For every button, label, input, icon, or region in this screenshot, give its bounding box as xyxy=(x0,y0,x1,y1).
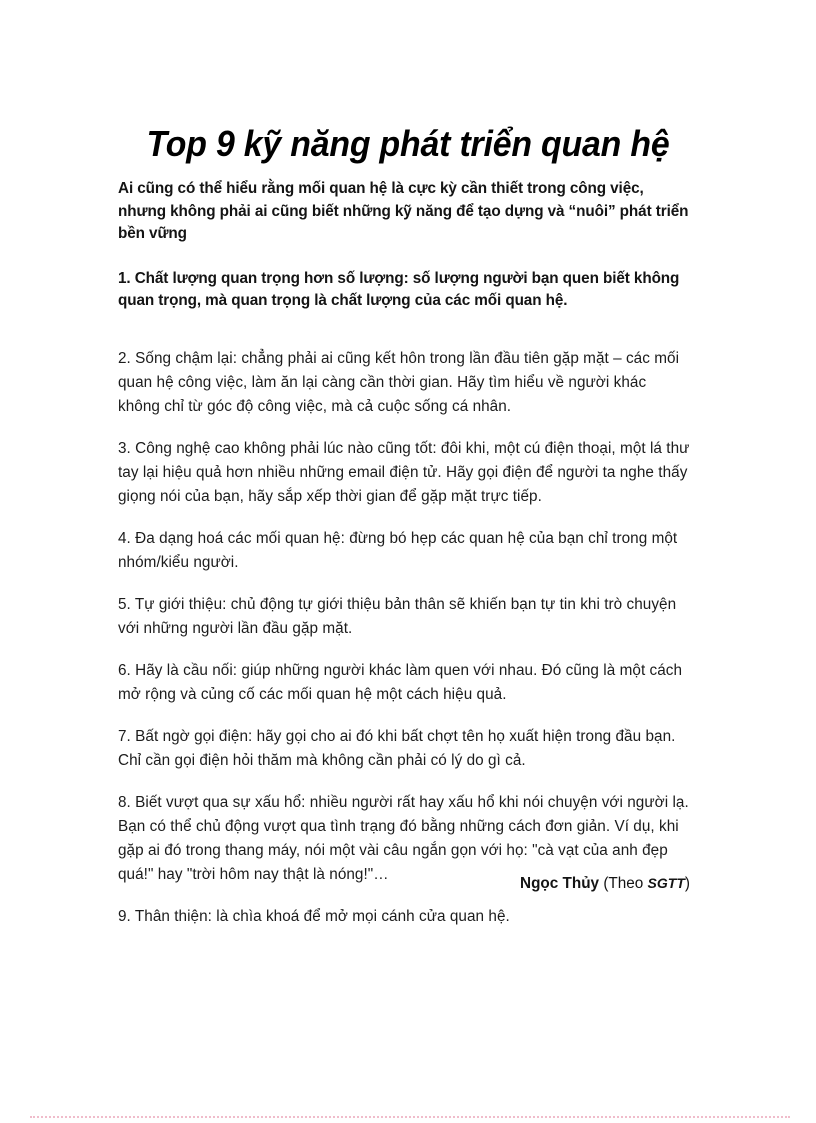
list-item-6: 6. Hãy là cầu nối: giúp những người khác làm quen với nhau. Đó cũng là một cách mở rộng và củng cố các mối quan hệ một cách hiệu quả. xyxy=(118,661,683,703)
list-item-4: 4. Đa dạng hoá các mối quan hệ: đừng bó hẹp các quan hệ của bạn chỉ trong một nhóm/kiểu người. xyxy=(118,529,678,571)
byline-source-prefix: (Theo xyxy=(599,875,648,892)
footer-divider xyxy=(30,1116,790,1120)
list-item-3: 3. Công nghệ cao không phải lúc nào cũng tốt: đôi khi, một cú điện thoại, một lá thư tay lại hiệu quả hơn nhiều những email điện tử. Hãy gọi điện để người ta nghe thấy giọng nói của bạn, hãy sắp xếp thời gian để gặp mặt trực tiếp. xyxy=(118,439,690,505)
byline xyxy=(118,872,690,895)
page-title: Top 9 kỹ năng phát triển quan hệ xyxy=(146,123,670,165)
list-item-9: 9. Thân thiện: là chìa khoá để mở mọi cánh cửa quan hệ. xyxy=(118,907,510,925)
byline-source-suffix: ) xyxy=(684,875,690,892)
list-item-7: 7. Bất ngờ gọi điện: hãy gọi cho ai đó khi bất chợt tên họ xuất hiện trong đầu bạn. Chỉ cần gọi điện hỏi thăm mà không cần phải có lý do gì cả. xyxy=(118,727,676,769)
list-item-1: 1. Chất lượng quan trọng hơn số lượng: số lượng người bạn quen biết không quan trọng, mà quan trọng là chất lượng của các mối quan hệ. xyxy=(118,269,680,309)
byline-source: SGTT xyxy=(647,875,685,891)
byline-author: Ngọc Thủy xyxy=(520,875,600,892)
list-item-8: 8. Biết vượt qua sự xấu hổ: nhiều người rất hay xấu hổ khi nói chuyện với người lạ. Bạn có thể chủ động vượt qua tình trạng đó bằng những cách đơn giản. Ví dụ, khi gặp ai đó trong thang máy, nói một vài câu ngắn gọn với họ: "cà vạt của anh đẹp quá!" hay "trời hôm nay thật là nóng!"… xyxy=(118,793,689,883)
list-item-5: 5. Tự giới thiệu: chủ động tự giới thiệu bản thân sẽ khiến bạn tự tin khi trò chuyện với những người lần đầu gặp mặt. xyxy=(118,595,677,637)
list-item-2: 2. Sống chậm lại: chẳng phải ai cũng kết hôn trong lần đầu tiên gặp mặt – các mối quan hệ công việc, làm ăn lại càng cần thời gian. Hãy tìm hiểu về người khác không chỉ từ góc độ công việc, mà cả cuộc sống cá nhân. xyxy=(118,349,680,415)
article-body xyxy=(118,178,690,947)
lead-paragraph: Ai cũng có thể hiểu rằng mối quan hệ là cực kỳ cần thiết trong công việc, nhưng không phải ai cũng biết những kỹ năng để tạo dựng và “nuôi” phát triển bền vững xyxy=(118,180,689,242)
